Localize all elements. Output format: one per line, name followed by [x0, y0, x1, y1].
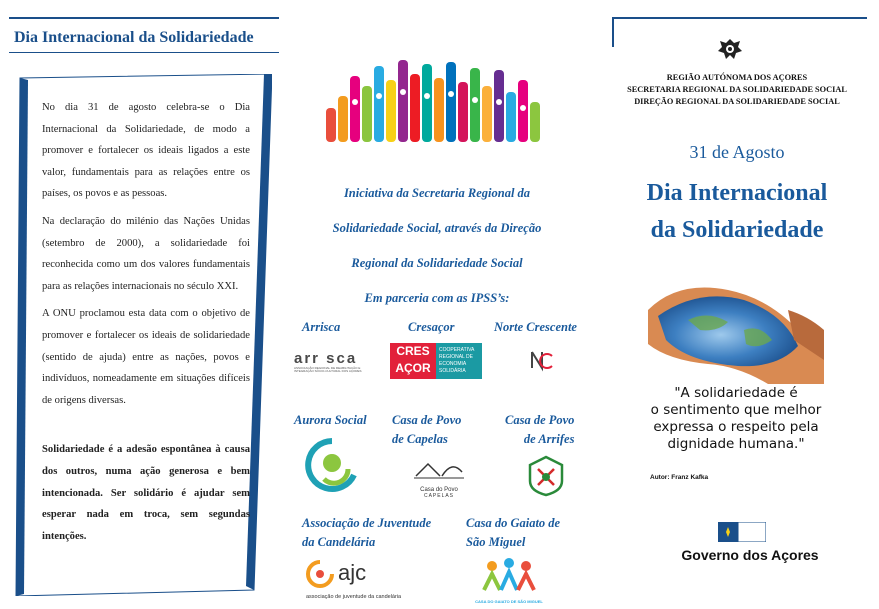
quote-author: Autor: Franz Kafka — [650, 474, 709, 481]
right-side-rule — [612, 17, 614, 47]
partner-label-aurora-social: Aurora Social — [294, 413, 367, 427]
partner-label-capelas: Casa de Povo de Capelas — [392, 413, 462, 446]
partner-label-ajc: Associação de Juventude da Candelária — [302, 516, 432, 549]
partner-label-norte-crescente: Norte Crescente — [494, 320, 577, 334]
main-title: Dia Internacional da Solidariedade — [646, 180, 828, 243]
gov-line: SECRETARIA REGIONAL DA SOLIDARIEDADE SOCIAL — [627, 85, 847, 94]
initiative-line: Solidariedade Social, através da Direção — [332, 221, 542, 235]
partner-label-cresacor: Cresaçor — [408, 320, 455, 334]
paragraph-3: A ONU proclamou esta data com o objetivo de promover e fortalecer os ideais de solidariedade (sentido de ajuda) entre as nações, povos e indivíduos, nomeadamente em situações difíceis de origens diversas. — [42, 308, 250, 406]
partner-label-gaiato: Casa do Gaiato de São Miguel — [466, 516, 561, 549]
gov-line: DIREÇÃO REGIONAL DA SOLIDARIEDADE SOCIAL — [634, 97, 840, 106]
gov-line: REGIÃO AUTÓNOMA DOS AÇORES — [666, 73, 808, 82]
paragraph-1: No dia 31 de agosto celebra-se o Dia Internacional da Solidariedade, de modo a promover e fortalecer os ideais ligados a este valor, fundamentais para as relações entre os países, os povos e as pessoas. — [42, 102, 250, 200]
cresacor-logo: CRES AÇOR COOPERATIVA REGIONAL DE ECONOMIA SOLIDÁRIA — [390, 343, 482, 379]
ajc-logo: ajc associação de juventude da candelária — [306, 560, 402, 600]
raised-hands-illustration — [322, 56, 548, 156]
body-text — [42, 97, 250, 553]
left-top-rule — [9, 17, 279, 19]
kafka-quote: "A solidariedade é o sentimento que melhor expressa o respeito pela dignidade humana." — [650, 385, 822, 452]
government-header — [606, 72, 868, 108]
casa-povo-capelas-logo: Casa do Povo CAPELAS — [412, 456, 466, 498]
casa-gaiato-logo: CASA DO GAIATO DE SÃO MIGUEL — [472, 556, 546, 606]
casa-povo-arrifes-logo — [528, 455, 564, 497]
initiative-text — [318, 176, 556, 316]
left-panel-title: Dia Internacional da Solidariedade — [14, 29, 254, 46]
paragraph-2: Na declaração do milénio das Nações Unidas (setembro de 2000), a solidariedade foi reconhecida como um dos valores fundamentais para as relações internacionais no século XXI. — [42, 215, 250, 292]
right-top-rule — [612, 17, 867, 19]
hand-icon — [326, 60, 540, 142]
closing-statement: Solidariedade é a adesão espontânea à causa dos outros, numa ação generosa e bem intencionada. Ser solidário é ajudar sem esperar nada em troca, sem segundas intenções. — [42, 444, 250, 542]
partner-label-arrisca: Arrisca — [302, 320, 341, 334]
governo-acores-logo-text: Governo dos Açores — [681, 547, 819, 563]
initiative-line: Iniciativa da Secretaria Regional da — [343, 186, 531, 200]
azores-crest-icon — [716, 35, 744, 63]
arrisca-logo: arr sca ASSOCIAÇÃO REGIONAL DE REABILITAÇÃO E INTEGRAÇÃO SÓCIO-CULTURAL DOS AÇORES — [294, 350, 362, 373]
norte-crescente-logo — [526, 346, 558, 374]
partnership-line: Em parceria com as IPSS’s: — [364, 291, 510, 305]
initiative-line: Regional da Solidariedade Social — [351, 256, 523, 270]
partner-label-arrifes: Casa de Povo de Arrifes — [505, 413, 575, 446]
aurora-social-logo — [302, 435, 364, 493]
azores-flag-icon — [718, 522, 766, 542]
left-title-underline — [9, 52, 279, 53]
painted-hands-photo — [648, 270, 824, 384]
event-date: 31 de Agosto — [689, 142, 785, 162]
